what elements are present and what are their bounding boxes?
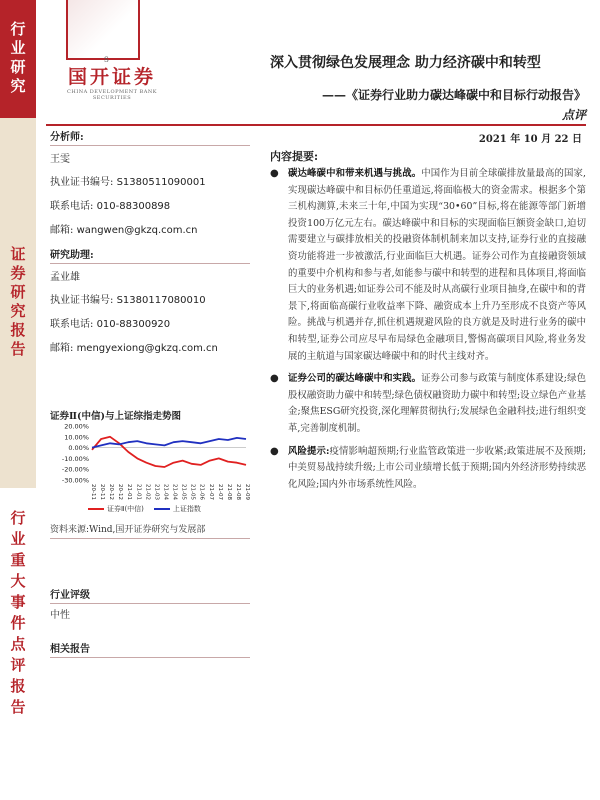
- analyst-cert-label: 执业证书编号:: [50, 177, 114, 188]
- legend-item: [88, 504, 144, 514]
- x-tick-label: 21-05: [189, 484, 196, 500]
- header-divider: [46, 124, 586, 126]
- x-tick-label: 21-04: [162, 484, 169, 500]
- legend-swatch-red: [88, 508, 104, 510]
- summary-bullet: [268, 166, 586, 365]
- x-tick-label: 21-03: [153, 484, 160, 500]
- y-tick-label: -20.00%: [61, 465, 89, 474]
- assistant-phone: 010-88300920: [96, 319, 171, 330]
- related-reports-heading: 相关报告: [50, 640, 250, 658]
- logo-subtitle: CHINA DEVELOPMENT BANK SECURITIES: [67, 89, 157, 101]
- bullet-dot-icon: ●: [270, 168, 279, 179]
- logo-mark: S: [104, 56, 109, 64]
- x-tick-label: 20-11: [90, 484, 96, 500]
- y-tick-label: 0.00%: [68, 444, 89, 453]
- assistant-phone-row: [50, 315, 250, 330]
- report-subtitle: ——《证券行业助力碳达峰碳中和目标行动报告》: [321, 88, 586, 102]
- report-title: 深入贯彻绿色发展理念 助力经济碳中和转型: [270, 55, 541, 71]
- sidebar-top-label: 行业研究: [8, 21, 27, 97]
- sidebar: [0, 0, 36, 800]
- summary-list: [268, 166, 586, 499]
- bullet-dot-icon: ●: [270, 373, 279, 385]
- sidebar-bottom-block: [0, 488, 36, 800]
- x-tick-label: 21-02: [144, 484, 151, 500]
- legend-item: [154, 504, 201, 514]
- assistant-email-label: 邮箱:: [50, 343, 74, 354]
- sidebar-top-block: [0, 0, 36, 118]
- assistant-email-row: [50, 339, 250, 354]
- legend-label: 证券Ⅱ(中信): [107, 505, 144, 513]
- chart-source: 资料来源:Wind,国开证券研究与发展部: [50, 525, 206, 535]
- sidebar-middle-block: [0, 118, 36, 488]
- logo-emblem: [66, 0, 140, 60]
- bullet-lead: 碳达峰碳中和带来机遇与挑战。: [288, 168, 422, 179]
- x-tick-label: 20-12: [117, 484, 124, 500]
- analyst-email-row: [50, 221, 250, 236]
- bullet-text: 证券公司参与政策与制度体系建设;绿色股权融资助力碳中和转型;绿色债权融资助力碳中和转型;设立绿色产业基金;聚焦ESG研究投资,深化理解贯彻执行;发展绿色金融科技;进行组织变革,完善制度机制。: [288, 373, 586, 434]
- summary-heading: 内容提要:: [270, 150, 319, 163]
- rating-value: 中性: [50, 610, 70, 621]
- x-tick-label: 21-01: [126, 484, 133, 500]
- rating-heading: 行业评级: [50, 586, 250, 604]
- series-line-securities: [92, 437, 246, 467]
- assistant-heading: 研究助理:: [50, 246, 250, 264]
- y-tick-label: -10.00%: [61, 454, 89, 463]
- summary-bullet: [268, 444, 586, 494]
- bullet-lead: 风险提示:: [288, 445, 330, 457]
- analyst-name: 王雯: [50, 154, 70, 165]
- y-tick-label: 10.00%: [64, 433, 89, 442]
- analyst-phone: 010-88300898: [96, 201, 171, 212]
- analyst-phone-row: [50, 197, 250, 212]
- analyst-panel: [50, 128, 250, 354]
- chart-legend: [88, 504, 201, 514]
- y-tick-label: -30.00%: [61, 476, 89, 485]
- assistant-email[interactable]: mengyexiong@gkzq.com.cn: [76, 343, 218, 354]
- assistant-name: 孟业雄: [50, 272, 80, 283]
- y-tick-label: 20.00%: [64, 422, 89, 431]
- bullet-lead: 证券公司的碳达峰碳中和实践。: [288, 373, 422, 385]
- assistant-cert-label: 执业证书编号:: [50, 295, 114, 306]
- bullet-dot-icon: ●: [270, 445, 279, 457]
- x-tick-label: 21-01: [135, 484, 142, 500]
- sidebar-middle-label: 证券研究报告: [8, 246, 27, 360]
- assistant-phone-label: 联系电话:: [50, 319, 94, 330]
- x-tick-label: 21-08: [234, 484, 241, 500]
- assistant-cert: S1380117080010: [116, 295, 206, 306]
- report-type-tag: 点评: [561, 108, 586, 122]
- x-tick-label: 20-11: [99, 484, 106, 500]
- logo-name: 国开证券: [67, 66, 156, 88]
- summary-bullet: [268, 371, 586, 437]
- bullet-text: 中国作为目前全球碳排放量最高的国家,实现碳达峰碳中和目标仍任重道远,将面临极大的资金需求。根据多个第三机构测算,未来三十年,中国为实现“30•60”目标,将在能源等部门新增投资100万亿元左右。碳达峰碳中和目标的实现面临巨额资金缺口,迫切需要建立与碳排放相关的投融资体制机制来加以支持,证券行业的直接融资功能将进一步被激活,行业面临巨大机遇。证券公司作为直接融资领域的重要中介机构和参与者,如能参与碳中和转型的进程和具体项目,将面临巨大的业务机遇;如证券公司不能及时从高碳行业项目抽身,在碳中和的背景下,将面临高碳行业收益率下降、融资成本上升乃至形成不良资产等风险。挑战与机遇并存,抓住机遇规避风险的良方就是及时进行业务的碳中和转型,证券公司应尽早布局绿色金融项目,警惕高碳项目风险,将业务发展的主航道与国家碳达峰碳中和的时代主线对齐。: [288, 168, 586, 362]
- legend-swatch-blue: [154, 508, 170, 510]
- analyst-phone-label: 联系电话:: [50, 201, 94, 212]
- x-tick-label: 20-12: [108, 484, 115, 500]
- analyst-heading: 分析师:: [50, 128, 250, 146]
- legend-label: 上证指数: [172, 505, 201, 513]
- bullet-text: 疫情影响超预期;行业监管政策进一步收紧;政策进展不及预期;中美贸易战持续升级;上市公司业绩增长低于预期;国内外经济形势持续恶化风险;国内外市场系统性风险。: [288, 445, 586, 490]
- sidebar-bottom-label: 行业重大事件点评报告: [8, 510, 27, 720]
- x-tick-label: 21-06: [198, 484, 205, 500]
- x-tick-label: 21-05: [180, 484, 187, 500]
- report-date: 2021 年 10 月 22 日: [478, 134, 582, 145]
- chart-title: 证券Ⅱ(中信)与上证综指走势图: [50, 411, 181, 422]
- analyst-email[interactable]: wangwen@gkzq.com.cn: [76, 225, 198, 236]
- analyst-email-label: 邮箱:: [50, 225, 74, 236]
- section-divider: [50, 538, 250, 539]
- x-tick-label: 21-07: [216, 484, 223, 500]
- analyst-cert-row: [50, 173, 250, 188]
- x-tick-label: 21-04: [171, 484, 178, 500]
- x-tick-label: 21-09: [244, 484, 250, 500]
- assistant-cert-row: [50, 291, 250, 306]
- company-logo: [52, 0, 172, 105]
- analyst-cert: S1380511090001: [116, 177, 206, 188]
- x-tick-label: 21-08: [225, 484, 232, 500]
- x-tick-label: 21-07: [207, 484, 214, 500]
